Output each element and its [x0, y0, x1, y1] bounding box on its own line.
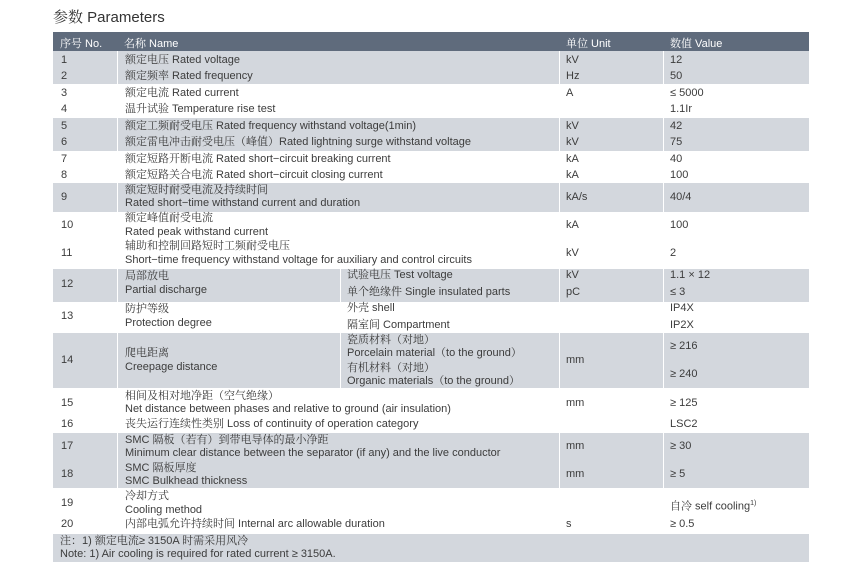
row-name-cn: 辅助和控制回路短时工频耐受电压: [125, 240, 290, 252]
row-name-cn: SMC 隔板厚度: [125, 462, 197, 474]
row-name: 额定电流 Rated current: [125, 87, 239, 99]
column-divider: [340, 269, 341, 388]
note-cn: 注：1) 额定电流≥ 3150A 时需采用风冷: [60, 535, 249, 547]
table-header: [53, 32, 809, 51]
row-sub-name: 瓷质材料（对地）: [347, 334, 435, 346]
row-unit: kA/s: [566, 191, 588, 203]
row-unit: s: [566, 518, 572, 530]
row-no: 20: [61, 518, 74, 530]
row-unit: mm: [566, 468, 585, 480]
row-unit: A: [566, 87, 574, 99]
row-name: 内部电弧允许持续时间 Internal arc allowable duration: [125, 518, 385, 530]
row-unit: kV: [566, 269, 579, 281]
row-name: 额定雷电冲击耐受电压（峰值）Rated lightning surge withstand voltage: [125, 136, 472, 148]
row-unit: pC: [566, 286, 581, 298]
row-name-cn: 局部放电: [125, 270, 169, 282]
header-unit: 单位 Unit: [566, 38, 611, 50]
row-value: ≥ 240: [670, 368, 698, 380]
row-no: 4: [61, 103, 68, 115]
row-unit: mm: [566, 440, 585, 452]
row-no: 6: [61, 136, 68, 148]
row-name-en: Rated peak withstand current: [125, 226, 269, 238]
row-name: 额定电压 Rated voltage: [125, 54, 240, 66]
row-name-en: SMC Bulkhead thickness: [125, 475, 248, 487]
row-sub-name: Porcelain material（to the ground）: [347, 347, 522, 359]
row-name-cn: 冷却方式: [125, 490, 169, 502]
row-value: ≥ 5: [670, 468, 686, 480]
row-value: 50: [670, 70, 683, 82]
row-no: 18: [61, 468, 74, 480]
row-unit: mm: [566, 354, 585, 366]
header-value: 数值 Value: [670, 38, 723, 50]
row-no: 17: [61, 440, 74, 452]
note-en: Note: 1) Air cooling is required for rated current ≥ 3150A.: [60, 548, 336, 560]
row-value: IP2X: [670, 319, 694, 331]
row-no: 14: [61, 354, 74, 366]
row-name: 额定工频耐受电压 Rated frequency withstand voltage(1min): [125, 120, 416, 132]
column-divider: [117, 32, 118, 534]
row-name-cn: SMC 隔板（若有）到带电导体的最小净距: [125, 434, 329, 446]
row-value: ≤ 5000: [670, 87, 704, 99]
row-no: 10: [61, 219, 74, 231]
row-sub-name: 隔室间 Compartment: [347, 319, 450, 331]
row-unit: kV: [566, 136, 579, 148]
row-value: 40: [670, 153, 683, 165]
row-sub-name: 单个绝缘件 Single insulated parts: [347, 286, 511, 298]
row-name: 额定短路关合电流 Rated short−circuit closing current: [125, 169, 383, 181]
row-name-en: Protection degree: [125, 317, 212, 329]
row-value-text: 自冷 self cooling: [670, 500, 751, 513]
row-no: 7: [61, 153, 68, 165]
row-unit: kA: [566, 153, 579, 165]
row-name-en: Partial discharge: [125, 284, 207, 296]
header-no: 序号 No.: [60, 38, 103, 50]
column-divider: [663, 32, 664, 534]
row-value: ≥ 125: [670, 397, 698, 409]
row-name-en: Creepage distance: [125, 361, 218, 373]
row-value: 12: [670, 54, 683, 66]
row-no: 11: [61, 247, 73, 259]
row-value: ≤ 3: [670, 286, 686, 298]
row-no: 1: [61, 54, 68, 66]
row-name-en: Net distance between phases and relative to ground (air insulation): [125, 403, 451, 415]
row-no: 12: [61, 278, 74, 290]
row-sub-name: 有机材料（对地）: [347, 362, 435, 374]
row-name-cn: 相间及相对地净距（空气绝缘）: [125, 390, 279, 402]
row-unit: mm: [566, 397, 585, 409]
row-no: 3: [61, 87, 68, 99]
row-name: 额定短路开断电流 Rated short−circuit breaking current: [125, 153, 391, 165]
row-no: 9: [61, 191, 68, 203]
row-no: 15: [61, 397, 74, 409]
row-unit: kA: [566, 169, 579, 181]
row-unit: kV: [566, 120, 579, 132]
row-name: 温升试验 Temperature rise test: [125, 103, 276, 115]
row-value: ≥ 216: [670, 340, 698, 352]
row-no: 8: [61, 169, 68, 181]
row-name-cn: 爬电距离: [125, 347, 169, 359]
row-unit: kV: [566, 247, 579, 259]
row-name-en: Rated short−time withstand current and duration: [125, 197, 361, 209]
row-value: ≥ 30: [670, 440, 692, 452]
row-value: 75: [670, 136, 683, 148]
row-unit: Hz: [566, 70, 580, 82]
row-value: 100: [670, 169, 689, 181]
row-no: 5: [61, 120, 68, 132]
row-no: 13: [61, 310, 74, 322]
column-divider: [559, 32, 560, 534]
row-value: 1.1Ir: [670, 103, 693, 115]
row-name-en: Cooling method: [125, 504, 203, 516]
row-no: 19: [61, 497, 74, 509]
row-value: ≥ 0.5: [670, 518, 695, 530]
row-no: 2: [61, 70, 68, 82]
row-unit: kV: [566, 54, 579, 66]
row-value: IP4X: [670, 302, 694, 314]
row-name-cn: 防护等级: [125, 303, 169, 315]
row-no: 16: [61, 418, 74, 430]
row-unit: kA: [566, 219, 579, 231]
row-sub-name: Organic materials（to the ground）: [347, 375, 521, 387]
row-name: 丧失运行连续性类别 Loss of continuity of operation category: [125, 418, 419, 430]
row-name: 额定频率 Rated frequency: [125, 70, 253, 82]
row-sub-name: 试验电压 Test voltage: [347, 269, 453, 281]
row-name-en: Minimum clear distance between the separator (if any) and the live conductor: [125, 447, 501, 459]
page-title: 参数 Parameters: [53, 9, 165, 26]
row-name-en: Short−time frequency withstand voltage for auxiliary and control circuits: [125, 254, 472, 266]
row-value: [670, 497, 756, 514]
row-value: 100: [670, 219, 689, 231]
row-sub-name: 外壳 shell: [347, 302, 395, 314]
row-name-cn: 额定短时耐受电流及持续时间: [125, 184, 268, 196]
header-name: 名称 Name: [124, 38, 179, 50]
row-value: 2: [670, 247, 677, 259]
row-value: 1.1 × 12: [670, 269, 711, 281]
row-value: LSC2: [670, 418, 698, 430]
row-name-cn: 额定峰值耐受电流: [125, 212, 213, 224]
row-value: 42: [670, 120, 683, 132]
row-value: 40/4: [670, 191, 692, 203]
footnote-marker: 1): [750, 500, 757, 507]
